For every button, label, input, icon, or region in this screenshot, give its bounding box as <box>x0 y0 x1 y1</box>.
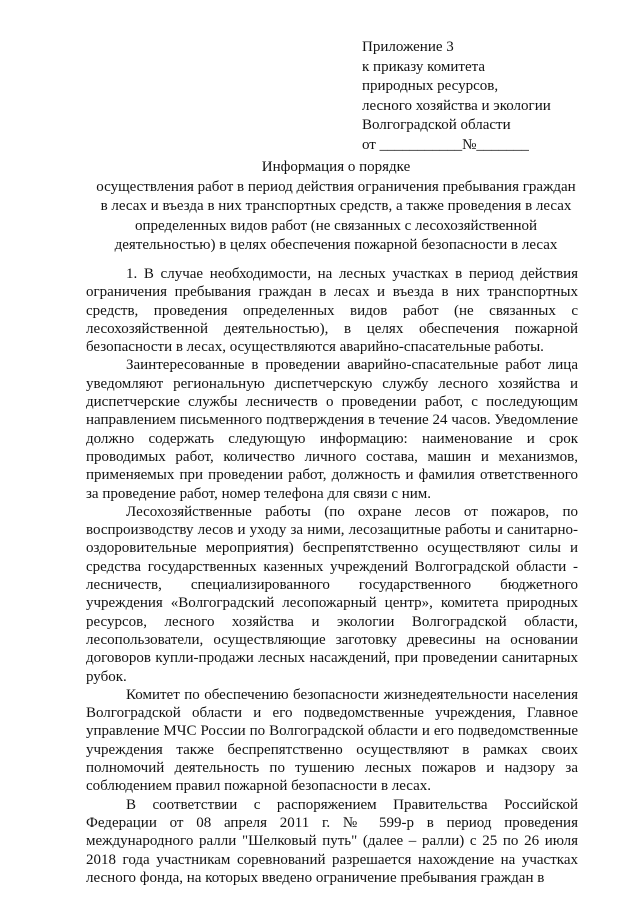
appendix-line: к приказу комитета <box>362 58 486 75</box>
body-paragraph: Комитет по обеспечению безопасности жизнедеятельности населения Волгоградской области и его подведомственные учреждения, Главное управление МЧС России по Волгоградской области и его подведомственные учреждения также беспрепятственно осуществляют в рамках своих полномочий деятельность по тушению лесных пожаров и надзору за соблюдением правил пожарной безопасности в лесах. <box>86 686 578 795</box>
document-body <box>86 265 578 887</box>
appendix-line: лесного хозяйства и экологии <box>362 97 551 114</box>
heading-line: в лесах и въезда в них транспортных средств, а также проведения в лесах <box>100 198 572 215</box>
heading-line: осуществления работ в период действия ограничения пребывания граждан <box>96 178 576 195</box>
appendix-line: природных ресурсов, <box>362 78 499 95</box>
appendix-block <box>362 38 612 156</box>
body-paragraph: Лесохозяйственные работы (по охране лесов от пожаров, по воспроизводству лесов и уходу за ними, лесозащитные работы и санитарно-оздоровительные мероприятия) беспрепятственно осуществляют силы и средства государственных казенных учреждений Волгоградской области - лесничеств, специализированного государственного бюджетного учреждения «Волгоградский лесопожарный центр», комитета природных ресурсов, лесного хозяйства и экологии Волгоградской области, лесопользователи, осуществляющие заготовку древесины на основании договоров купли-продажи лесных насаждений, при проведении санитарных рубок. <box>86 503 578 685</box>
body-paragraph: 1. В случае необходимости, на лесных участках в период действия ограничения пребывания граждан в лесах и въезда в них транспортных средств, проведения определенных видов работ (не связанных с лесохозяйственной деятельностью), в целях обеспечения пожарной безопасности в лесах, осуществляются аварийно-спасательные работы. <box>86 266 578 356</box>
appendix-date-number-line: от ___________№_______ <box>362 136 529 153</box>
body-paragraph: Заинтересованные в проведении аварийно-спасательные работ лица уведомляют региональную диспетчерскую службу лесного хозяйства и диспетчерские службы лесничеств о проведении работ, с последующим направлением письменного подтверждения в течение 24 часов. Уведомление должно содержать следующую информацию: наименование и срок проводимых работ, количество личного состава, машин и механизмов, применяемых при проведении работ, должность и фамилия ответственного за проведение работ, номер телефона для связи с ним. <box>86 357 578 502</box>
heading-line: определенных видов работ (не связанных с лесохозяйственной <box>134 217 538 234</box>
appendix-line: Приложение 3 <box>362 39 454 55</box>
appendix-line: Волгоградской области <box>362 117 511 134</box>
heading-line: деятельностью) в целях обеспечения пожарной безопасности в лесах <box>114 237 558 254</box>
body-paragraph: В соответствии с распоряжением Правительства Российской Федерации от 08 апреля 2011 г. № 599-р в период проведения международного ралли "Шелковый путь" (далее – ралли) с 25 по 26 июля 2018 года участникам соревнований разрешается нахождение на участках лесного фонда, на которых введено ограничение пребывания граждан в <box>86 796 578 886</box>
heading-title: Информация о порядке <box>261 159 411 175</box>
document-heading <box>86 158 586 256</box>
